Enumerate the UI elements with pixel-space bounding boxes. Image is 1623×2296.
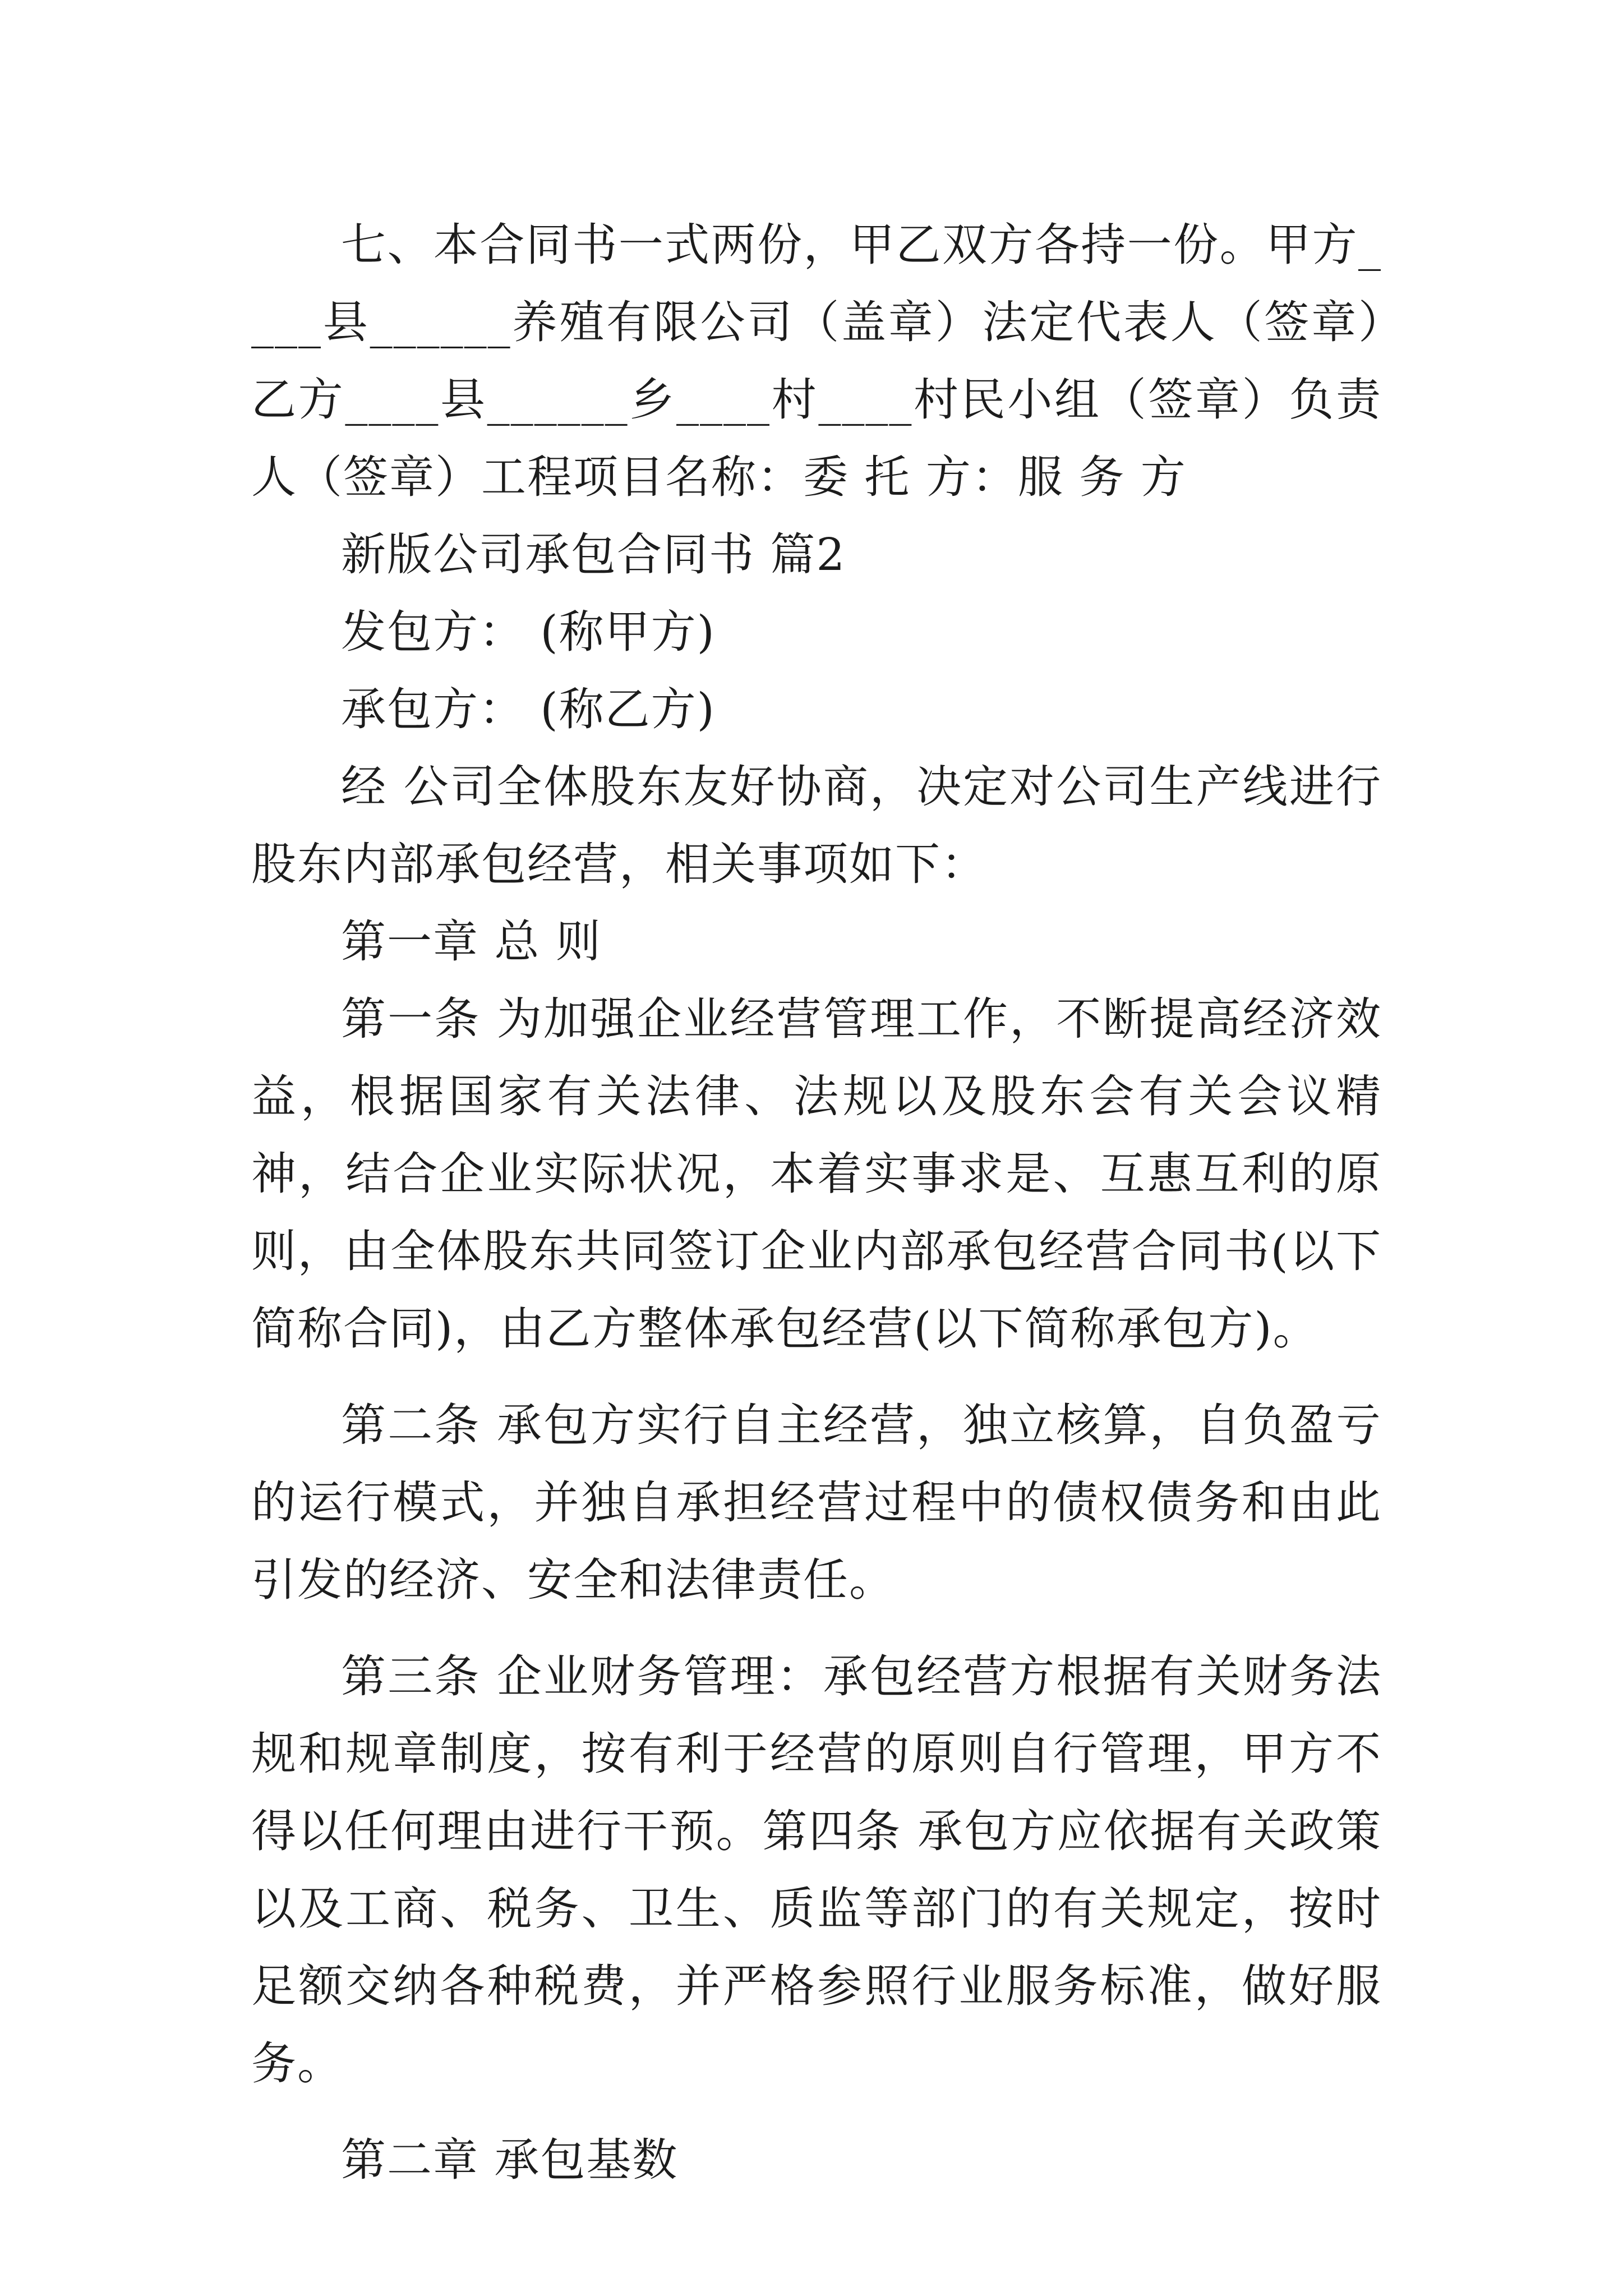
article-2: 第二条 承包方实行自主经营，独立核算，自负盈亏的运行模式，并独自承担经营过程中的债权债务和由此引发的经济、安全和法律责任。 [251, 1399, 1382, 1606]
paragraph-party-a: 发包方： (称甲方) [341, 606, 716, 658]
chapter-heading-base: 第二章 承包基数 [341, 2134, 679, 2186]
article-1: 第一条 为加强企业经营管理工作，不断提高经济效益，根据国家有关法律、法规以及股东会有关会议精神，结合企业实际状况，本着实事求是、互惠互利的原则，由全体股东共同签订企业内部承包经营合同书(以下简称合同)，由乙方整体承包经营(以下简称承包方)。 [251, 993, 1382, 1355]
paragraph-section-title: 新版公司承包合同书 篇2 [341, 528, 846, 581]
chapter-heading-general: 第一章 总 则 [341, 915, 602, 968]
paragraph-preamble: 经 公司全体股东友好协商，决定对公司生产线进行股东内部承包经营，相关事项如下： [251, 761, 1382, 890]
paragraph-party-b: 承包方： (称乙方) [341, 683, 716, 735]
article-3-4: 第三条 企业财务管理：承包经营方根据有关财务法规和规章制度，按有利于经营的原则自行管理，甲方不得以任何理由进行干预。第四条 承包方应依据有关政策以及工商、税务、卫生、质监等部门的有关规定，按时足额交纳各种税费，并严格参照行业服务标准，做好服务。 [251, 1650, 1382, 2090]
paragraph-contract-copies: 七、本合同书一式两份，甲乙双方各持一份。甲方____县______养殖有限公司（盖章）法定代表人（签章）乙方____县______乡____村____村民小组（签章）负责人（签章）工程项目名称：委 托 方：服 务 方 [251, 219, 1382, 503]
document-body [251, 206, 1382, 2199]
